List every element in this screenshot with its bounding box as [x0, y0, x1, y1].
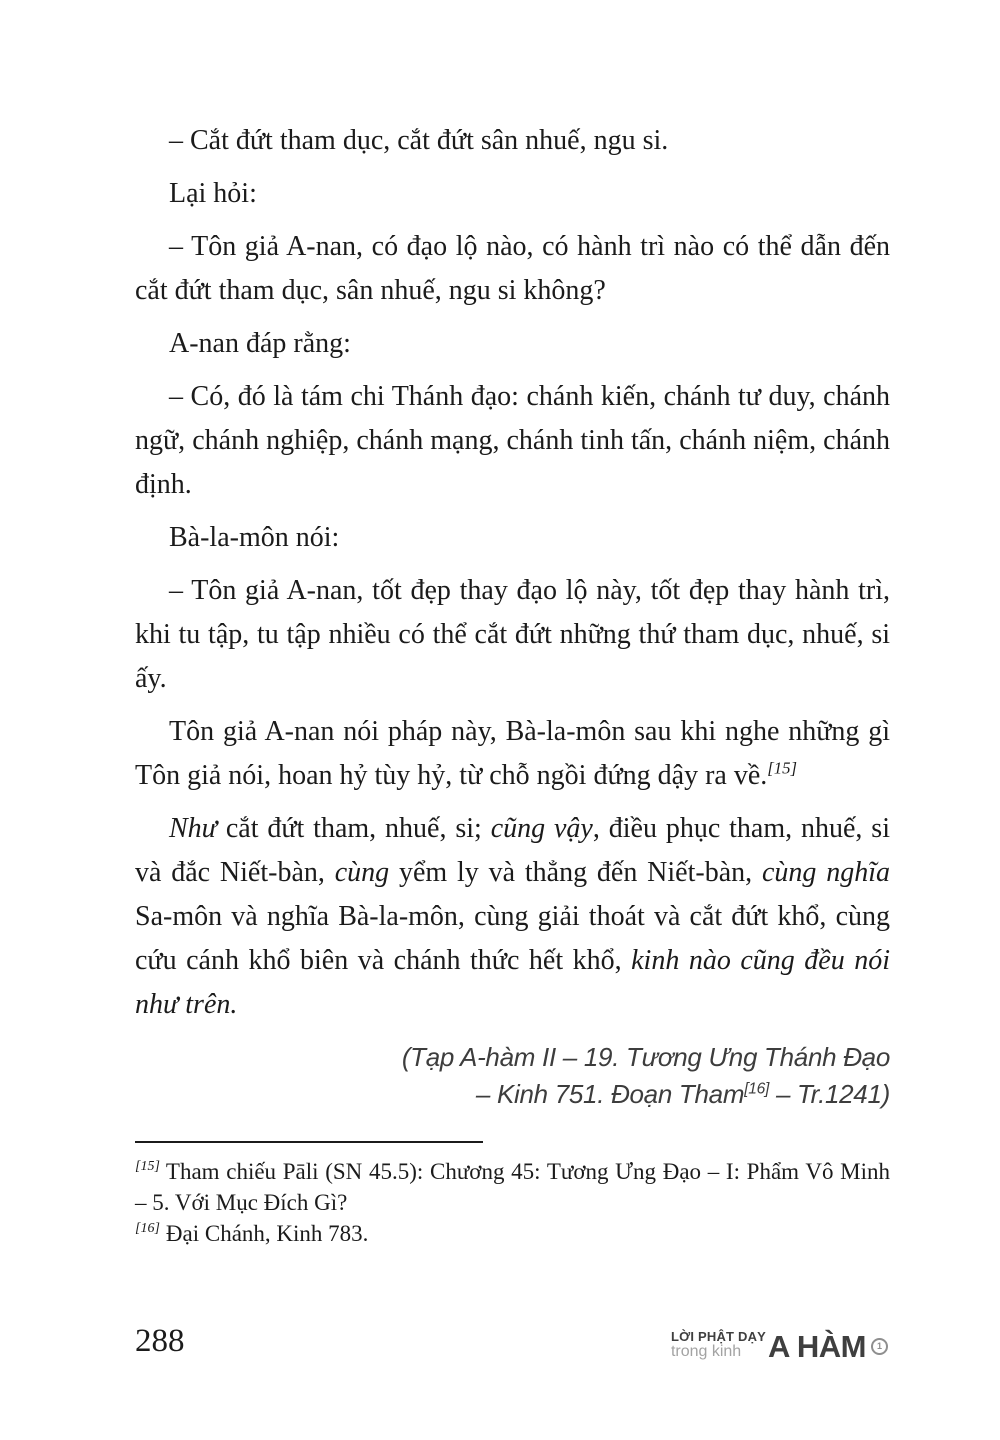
footnote-16-text: Đại Chánh, Kinh 783.: [165, 1221, 369, 1246]
book-logo: [671, 1330, 888, 1362]
text-run: – Tôn giả A-nan, có đạo lộ nào, có hành trì nào có thể dẫn đến cắt đứt tham dục, sân nhuế, ngu si không?: [135, 231, 890, 306]
body-paragraphs: [135, 119, 890, 1027]
logo-tagline-top: LỜI PHẬT DẠY: [670, 1329, 767, 1344]
paragraph: [135, 807, 890, 1027]
text-run: cũng vậy: [490, 813, 593, 844]
footnote-15-marker: [15]: [135, 1159, 160, 1175]
page-content: [135, 119, 890, 1249]
volume-badge-icon: 1: [871, 1338, 888, 1355]
text-run: Bà-la-môn nói:: [169, 522, 340, 553]
footnote-15-text: Tham chiếu Pāli (SN 45.5): Chương 45: Tương Ưng Đạo – I: Phẩm Vô Minh – 5. Với Mục Đích Gì?: [135, 1159, 890, 1215]
page-number: 288: [135, 1323, 185, 1359]
text-run: Lại hỏi:: [169, 178, 257, 209]
text-run: Sa-môn và nghĩa Bà-la-môn, cùng giải thoát và cắt đứt khổ, cùng cứu cánh khổ biên và chánh thức hết khổ,: [135, 901, 890, 976]
logo-tagline-bottom: trong kinh: [670, 1343, 742, 1360]
paragraph: [135, 516, 890, 560]
footnote-15: [135, 1156, 890, 1218]
paragraph: [135, 569, 890, 701]
paragraph: [135, 119, 890, 163]
citation-line-2-tail: – Tr.1241): [769, 1079, 890, 1109]
text-run: kinh nào cũng đều nói như trên.: [135, 945, 891, 1020]
paragraph: [135, 710, 890, 798]
footnote-ref: [15]: [767, 758, 798, 778]
text-run: – Cắt đứt tham dục, cắt đứt sân nhuế, ngu si.: [169, 125, 669, 156]
citation-line-2: [135, 1076, 890, 1113]
text-run: Tôn giả A-nan nói pháp này, Bà-la-môn sau khi nghe những gì Tôn giả nói, hoan hỷ tùy hỷ, từ chỗ ngồi đứng dậy ra về.: [135, 716, 890, 791]
footnote-16: [135, 1218, 890, 1249]
footnote-separator: [135, 1141, 483, 1143]
text-run: yểm ly và thẳng đến Niết-bàn,: [389, 857, 762, 888]
text-run: – Tôn giả A-nan, tốt đẹp thay đạo lộ này, tốt đẹp thay hành trì, khi tu tập, tu tập nhiều có thể cắt đứt những thứ tham dục, nhuế, si ấy.: [135, 575, 890, 694]
logo-tagline: [671, 1330, 766, 1362]
text-run: A-nan đáp rằng:: [169, 328, 351, 359]
paragraph: [135, 322, 890, 366]
paragraph: [135, 172, 890, 216]
paragraph: [135, 225, 890, 313]
footnote-16-marker: [16]: [135, 1221, 160, 1237]
text-run: – Có, đó là tám chi Thánh đạo: chánh kiến, chánh tư duy, chánh ngữ, chánh nghiệp, chánh mạng, chánh tinh tấn, chánh niệm, chánh định.: [135, 381, 890, 500]
text-run: Như: [169, 813, 217, 844]
text-run: cùng: [334, 857, 390, 888]
footnote-ref-16: [16]: [744, 1080, 770, 1098]
citation-line-1: (Tạp A-hàm II – 19. Tương Ưng Thánh Đạo: [401, 1042, 890, 1072]
logo-title: A HÀM: [768, 1328, 866, 1364]
text-run: cùng nghĩa: [761, 857, 890, 888]
page-footer: [135, 1320, 888, 1362]
citation-line-2-text: – Kinh 751. Đoạn Tham: [475, 1079, 745, 1109]
scripture-citation: [135, 1039, 890, 1113]
text-run: cắt đứt tham, nhuế, si;: [216, 813, 491, 844]
paragraph: [135, 375, 890, 507]
text-run: , điều phục tham, nhuế, si và đắc Niết-bàn,: [135, 813, 890, 888]
